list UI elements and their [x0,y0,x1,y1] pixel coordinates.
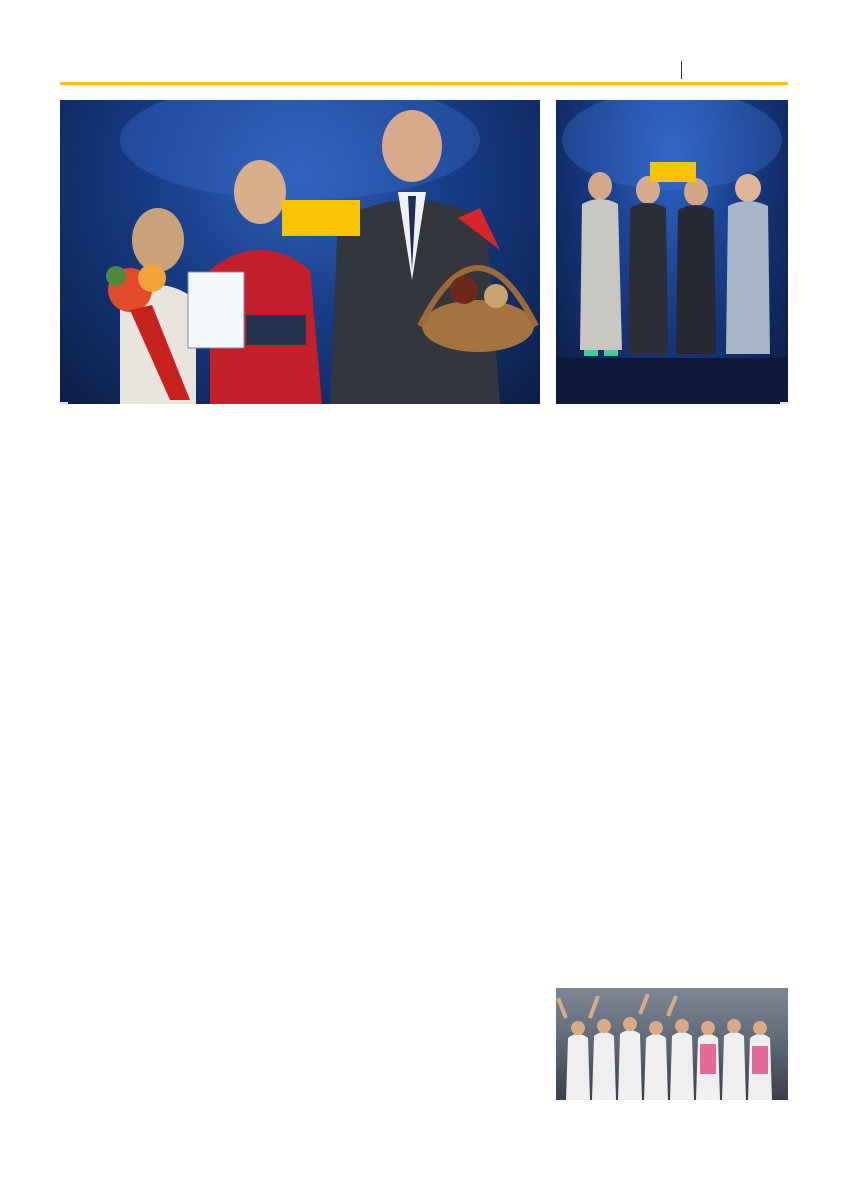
main-photo-sign-year [282,200,360,236]
column-2 [308,464,540,480]
header-divider [681,61,682,79]
side-photo [556,100,788,404]
main-photo-credit [60,402,68,404]
column-1 [60,464,290,480]
header-rule [60,82,788,85]
side-photo-sign-year [650,162,696,182]
dance-group-photo [556,988,788,1100]
side-photo-scene [556,100,788,404]
main-photo [60,100,540,404]
column-3 [556,464,788,474]
page-header [60,60,788,84]
main-photo-scene [60,100,540,404]
side-photo-credit [780,402,788,404]
dance-group-scene [556,988,788,1100]
